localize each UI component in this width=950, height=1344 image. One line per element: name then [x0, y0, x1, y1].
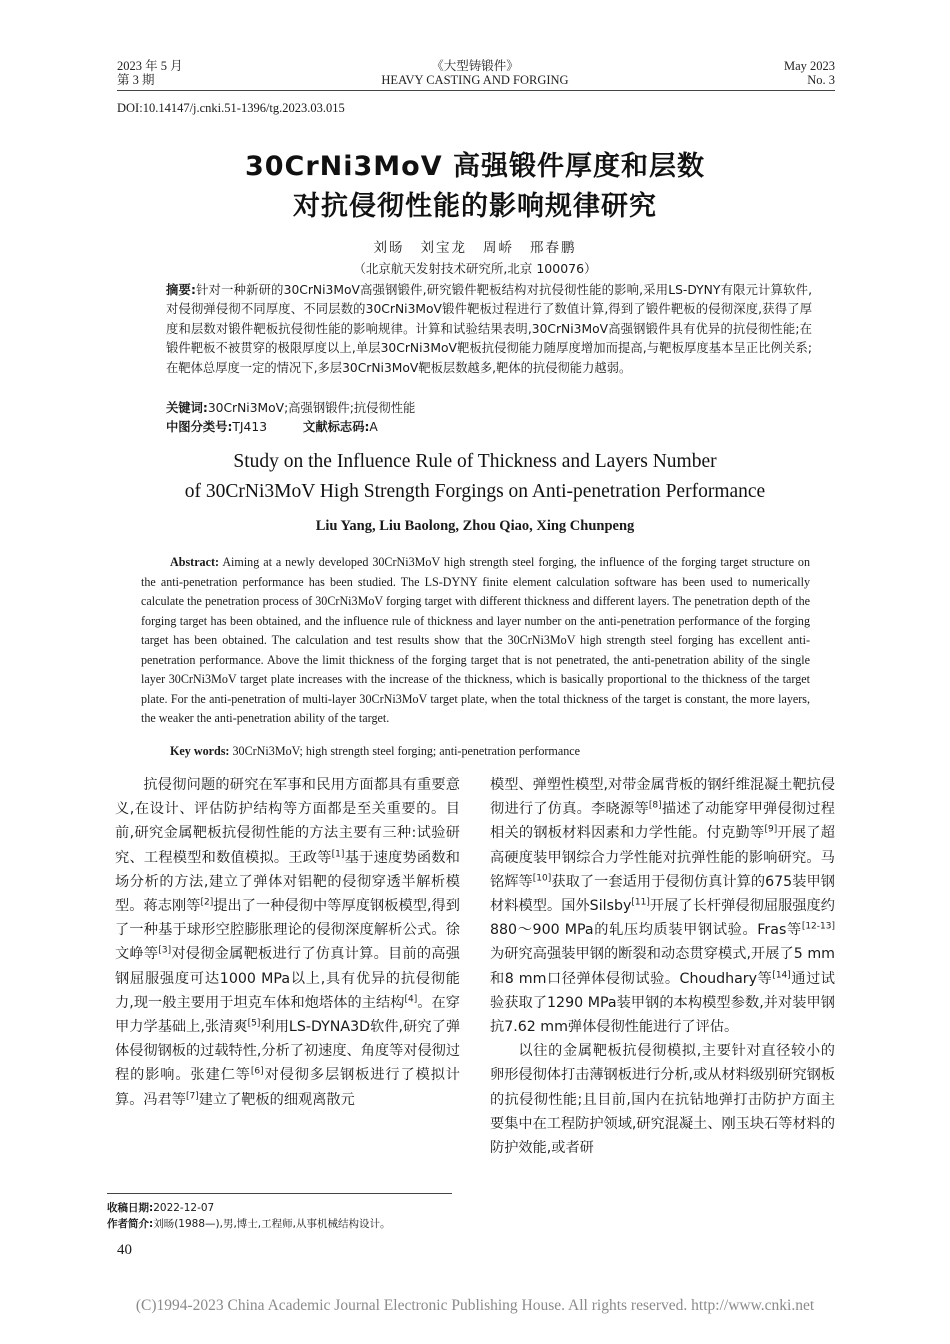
- author-zh: 周峤: [483, 240, 514, 256]
- header-journal-en: HEAVY CASTING AND FORGING: [381, 73, 569, 87]
- citation: [10]: [532, 873, 552, 884]
- citation: [14]: [772, 969, 791, 980]
- title-en-line2: of 30CrNi3MoV High Strength Forgings on Anti-penetration Performance: [184, 481, 766, 502]
- title-zh-line1: 30CrNi3MoV 高强锻件厚度和层数: [244, 151, 706, 182]
- footnote-author: 作者简介:刘旸(1988—),男,博士,工程师,从事机械结构设计。: [107, 1218, 391, 1230]
- abstract-en: [141, 553, 810, 729]
- body-right-column: [490, 773, 835, 1160]
- abstract-en-label: Abstract:: [170, 555, 220, 569]
- classification: [166, 417, 378, 435]
- clc-label: 中图分类号:: [166, 420, 233, 434]
- header-date-en: May 2023: [783, 59, 835, 73]
- doc-code-value: A: [369, 420, 378, 434]
- citation: [12-13]: [801, 921, 835, 932]
- running-header-right: [784, 59, 835, 87]
- citation: [4]: [404, 994, 418, 1005]
- keywords-zh-label: 关键词:: [166, 401, 208, 415]
- header-journal-zh: 《大型铸锻件》: [431, 59, 519, 73]
- author-zh: 刘宝龙: [420, 240, 467, 256]
- footnote-received: 收稿日期:2022-12-07: [107, 1202, 215, 1214]
- header-issue-en: No. 3: [807, 73, 835, 87]
- header-rule: [117, 90, 835, 91]
- citation: [8]: [648, 800, 662, 811]
- title-zh-line2: 对抗侵彻性能的影响规律研究: [293, 191, 657, 222]
- citation: [1]: [331, 848, 345, 859]
- abstract-zh-text: 针对一种新研的30CrNi3MoV高强钢锻件,研究锻件靶板结构对抗侵彻性能的影响,采用LS-DYNY有限元计算软件,对侵彻弹侵彻不同厚度、不同层数的30CrNi3MoV锻件靶板过程进行了数值计算,得到了锻件靶板的侵彻深度,获得了厚度和层数对锻件靶板抗侵彻性能的影响规律。计算和试验结果表明,30CrNi3MoV高强钢锻件具有优异的抗侵彻性能;在锻件靶板不被贯穿的极限厚度以上,单层30CrNi3MoV靶板抗侵彻能力随厚度增加而提高,与靶板厚度基本呈正比例关系;在靶体总厚度一定的情况下,多层30CrNi3MoV靶板层数越多,靶体的抗侵彻能力越弱。: [166, 283, 812, 375]
- author-zh: 刘旸: [373, 240, 405, 256]
- citation: [3]: [158, 945, 172, 956]
- abstract-zh: [166, 281, 812, 378]
- citation: [6]: [250, 1066, 264, 1077]
- citation: [2]: [200, 897, 214, 908]
- citation: [5]: [247, 1018, 261, 1029]
- authors-zh: [0, 236, 950, 256]
- footnote-rule: [107, 1193, 452, 1194]
- affiliation-zh: （北京航天发射技术研究所,北京 100076）: [353, 261, 597, 276]
- keywords-zh: [166, 398, 415, 416]
- header-issue-zh: 第 3 期: [117, 73, 155, 87]
- doc-code-label: 文献标志码:: [303, 420, 370, 434]
- keywords-en-label: Key words:: [170, 744, 230, 758]
- abstract-en-text: Aiming at a newly developed 30CrNi3MoV high strength steel forging, the influence of the forging target structure on the anti-penetration performance has been studied. The LS-DYNY finite element calculation software has been used to numerically calculate the penetration process of 30CrNi3MoV forging target with different thickness and different layers. The penetration depth of the forging target has been obtained, and the influence rule of thickness and layer number on the anti-penetration performance of the forging target has been obtained. The calculation and test results show that the 30CrNi3MoV high strength steel forging has excellent anti-penetration performance. Above the limit thickness of the forging target that is not penetrated, the anti-penetration ability of the single layer 30CrNi3MoV target plate increases with the increase of the thickness, which is basically proportional to the thickness of the target plate. For the anti-penetration of multi-layer 30CrNi3MoV target plate, when the total thickness of the target is constant, the more layers, the weaker the anti-penetration ability of the target.: [141, 555, 811, 725]
- citation: [9]: [764, 824, 778, 835]
- body-paragraph: 以往的金属靶板抗侵彻模拟,主要针对直径较小的卵形侵彻体打击薄钢板进行分析,或从材料级别研究钢板的抗侵彻性能;且目前,国内在抗钻地弹打击防护方面主要集中在工程防护领域,研究混凝土、刚玉块石等材料的防护效能,或者研: [490, 1043, 836, 1157]
- clc-value: TJ413: [232, 420, 268, 434]
- running-header-left: [117, 59, 183, 87]
- copyright-footer: (C)1994-2023 China Academic Journal Electronic Publishing House. All rights reserved. http://www.cnki.net: [135, 1297, 815, 1314]
- keywords-en-text: 30CrNi3MoV; high strength steel forging; anti-penetration performance: [232, 744, 580, 758]
- page-number: 40: [117, 1242, 132, 1258]
- body-paragraph: 模型、弹塑性模型,对带金属背板的钢纤维混凝土靶抗侵彻进行了仿真。李晓源等[8]描述了动能穿甲弹侵彻过程相关的钢板材料因素和力学性能。付克勤等[9]开展了超高硬度装甲钢综合力学性能对抗弹性能的影响研究。马铭辉等[10]获取了一套适用于侵彻仿真计算的675装甲钢材料模型。国外Silsby[11]开展了长杆弹侵彻屈服强度约880～900 MPa的轧压均质装甲钢试验。Fras等[12-13]为研究高强装甲钢的断裂和动态贯穿模式,开展了5 mm和8 mm口径弹体侵彻试验。Choudhary等[14]通过试验获取了1290 MPa装甲钢的本构模型参数,并对装甲钢抗7.62 mm弹体侵彻性能进行了评估。: [490, 777, 836, 1036]
- keywords-en: [170, 744, 580, 759]
- body-left-column: [115, 773, 460, 1112]
- citation: [7]: [185, 1090, 199, 1101]
- title-en-line1: Study on the Influence Rule of Thickness and Layers Number: [233, 451, 717, 472]
- author-zh: 邢春鹏: [530, 240, 577, 256]
- keywords-zh-text: 30CrNi3MoV;高强钢锻件;抗侵彻性能: [207, 401, 416, 415]
- abstract-zh-label: 摘要:: [166, 283, 196, 297]
- running-header-center: [300, 59, 650, 87]
- citation: [11]: [631, 897, 650, 908]
- authors-en: Liu Yang, Liu Baolong, Zhou Qiao, Xing Chunpeng: [315, 518, 635, 534]
- header-date-zh: 2023 年 5 月: [117, 59, 183, 73]
- doi: DOI:10.14147/j.cnki.51-1396/tg.2023.03.015: [117, 101, 345, 115]
- body-paragraph: 抗侵彻问题的研究在军事和民用方面都具有重要意义,在设计、评估防护结构等方面都是至关重要的。目前,研究金属靶板抗侵彻性能的方法主要有三种:试验研究、工程模型和数值模拟。王政等[1]基于速度势函数和场分析的方法,建立了弹体对铝靶的侵彻穿透半解析模型。蒋志刚等[2]提出了一种侵彻中等厚度钢板模型,得到了一种基于球形空腔膨胀理论的侵彻深度解析公式。徐文峥等[3]对侵彻金属靶板进行了仿真计算。目前的高强钢屈服强度可达1000 MPa以上,具有优异的抗侵彻能力,现一般主要用于坦克车体和炮塔体的主结构[4]。在穿甲力学基础上,张清爽[5]利用LS-DYNA3D软件,研究了弹体侵彻钢板的过载特性,分析了初速度、角度等对侵彻过程的影响。张建仁等[6]对侵彻多层钢板进行了模拟计算。冯君等[7]建立了靶板的细观离散元: [115, 777, 461, 1108]
